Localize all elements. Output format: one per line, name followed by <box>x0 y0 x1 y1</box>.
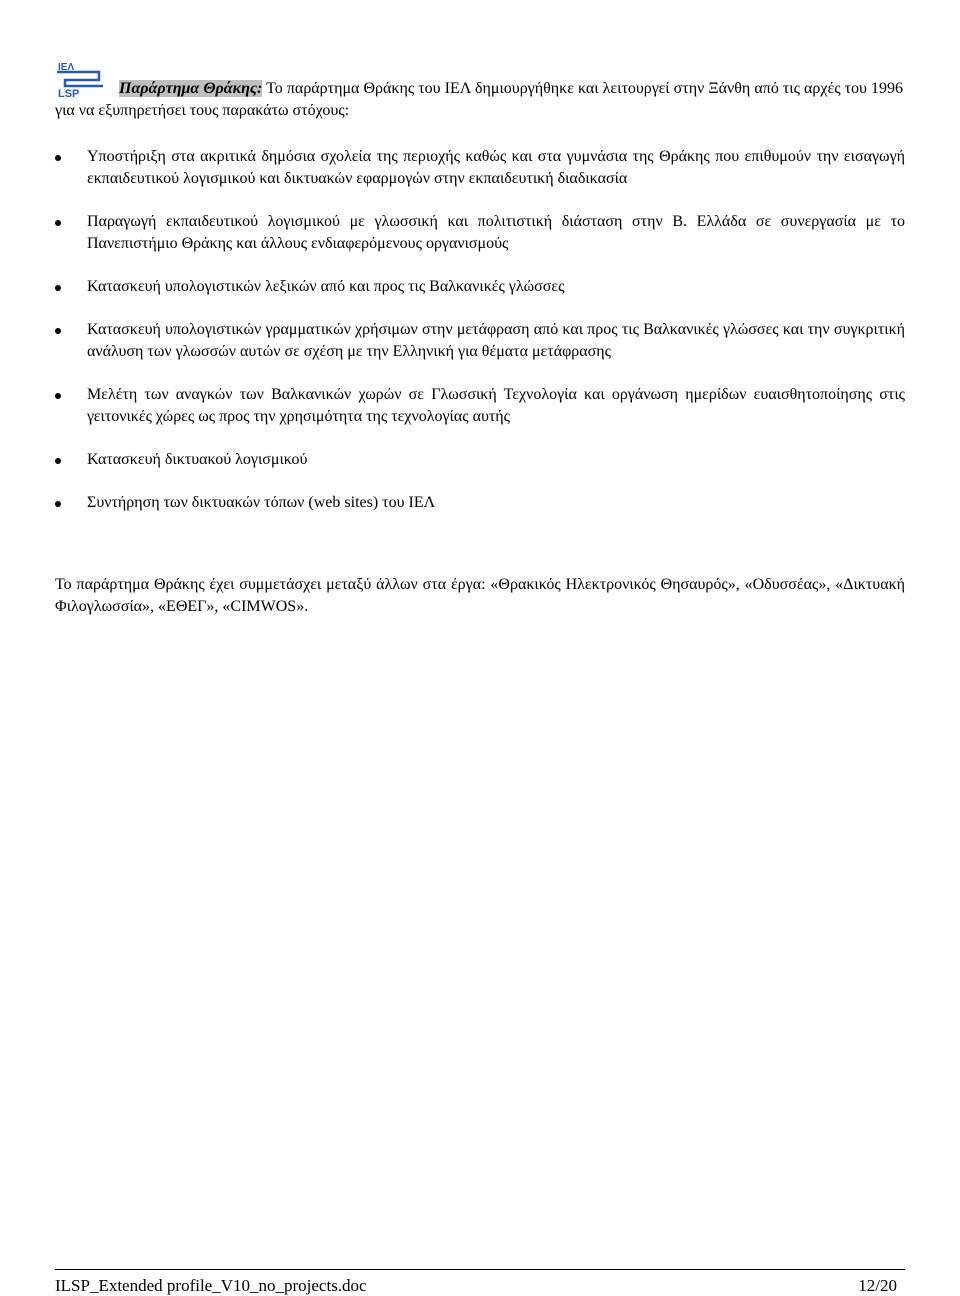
list-item: Υποστήριξη στα ακριτικά δημόσια σχολεία της περιοχής καθώς και στα γυμνάσια της Θράκης που επιθυμούν την εισαγωγή εκπαιδευτικού λογισμικού και δικτυακών εφαρμογών στην εκπαιδευτική διαδικασία <box>55 146 905 190</box>
list-item: Κατασκευή δικτυακού λογισμικού <box>55 449 905 471</box>
bullet-icon <box>55 285 61 291</box>
bullet-icon <box>55 393 61 399</box>
bullet-icon <box>55 328 61 334</box>
closing-paragraph: Το παράρτημα Θράκης έχει συμμετάσχει μεταξύ άλλων στα έργα: «Θρακικός Ηλεκτρονικός Θησαυρός», «Οδυσσέας», «Δικτυακή Φιλογλωσσία», «ΕΘΕΓ», «CIMWOS». <box>55 576 905 615</box>
bullet-icon <box>55 155 61 161</box>
page-number: 12/20 <box>858 1276 897 1295</box>
intro-paragraph <box>55 78 903 122</box>
logo-bottom-text: LSP <box>58 88 80 100</box>
bullet-icon <box>55 220 61 226</box>
list-item: Κατασκευή υπολογιστικών λεξικών από και προς τις Βαλκανικές γλώσσες <box>55 276 905 298</box>
footer-divider <box>55 1269 905 1270</box>
intro-text: Το παράρτημα Θράκης του ΙΕΛ δημιουργήθηκε και λειτουργεί στην Ξάνθη από τις αρχές του 1996 για να εξυπηρετήσει τους παρακάτω στόχους: <box>55 80 903 119</box>
goals-list <box>55 146 905 514</box>
list-item: Μελέτη των αναγκών των Βαλκανικών χωρών σε Γλωσσική Τεχνολογία και οργάνωση ημερίδων ευαισθητοποίησης στις γειτονικές χώρες ως προς την χρησιμότητα της τεχνολογίας αυτής <box>55 384 905 428</box>
bullet-icon <box>55 501 61 507</box>
footer-filename: ILSP_Extended profile_V10_no_projects.doc <box>55 1276 367 1295</box>
list-item: Συντήρηση των δικτυακών τόπων (web sites) του ΙΕΛ <box>55 492 905 514</box>
list-item: Κατασκευή υπολογιστικών γραμματικών χρήσιμων στην μετάφραση από και προς τις Βαλκανικές γλώσσες και την συγκριτική ανάλυση των γλωσσών αυτών σε σχέση με την Ελληνική για θέματα μετάφρασης <box>55 319 905 363</box>
bullet-icon <box>55 458 61 464</box>
section-heading: Παράρτημα Θράκης: <box>119 80 263 97</box>
logo-top-text: IEΛ <box>58 62 75 73</box>
list-item: Παραγωγή εκπαιδευτικού λογισμικού με γλωσσική και πολιτιστική διάσταση στην Β. Ελλάδα σε συνεργασία με το Πανεπιστήμιο Θράκης και άλλους ενδιαφερόμενους οργανισμούς <box>55 211 905 255</box>
